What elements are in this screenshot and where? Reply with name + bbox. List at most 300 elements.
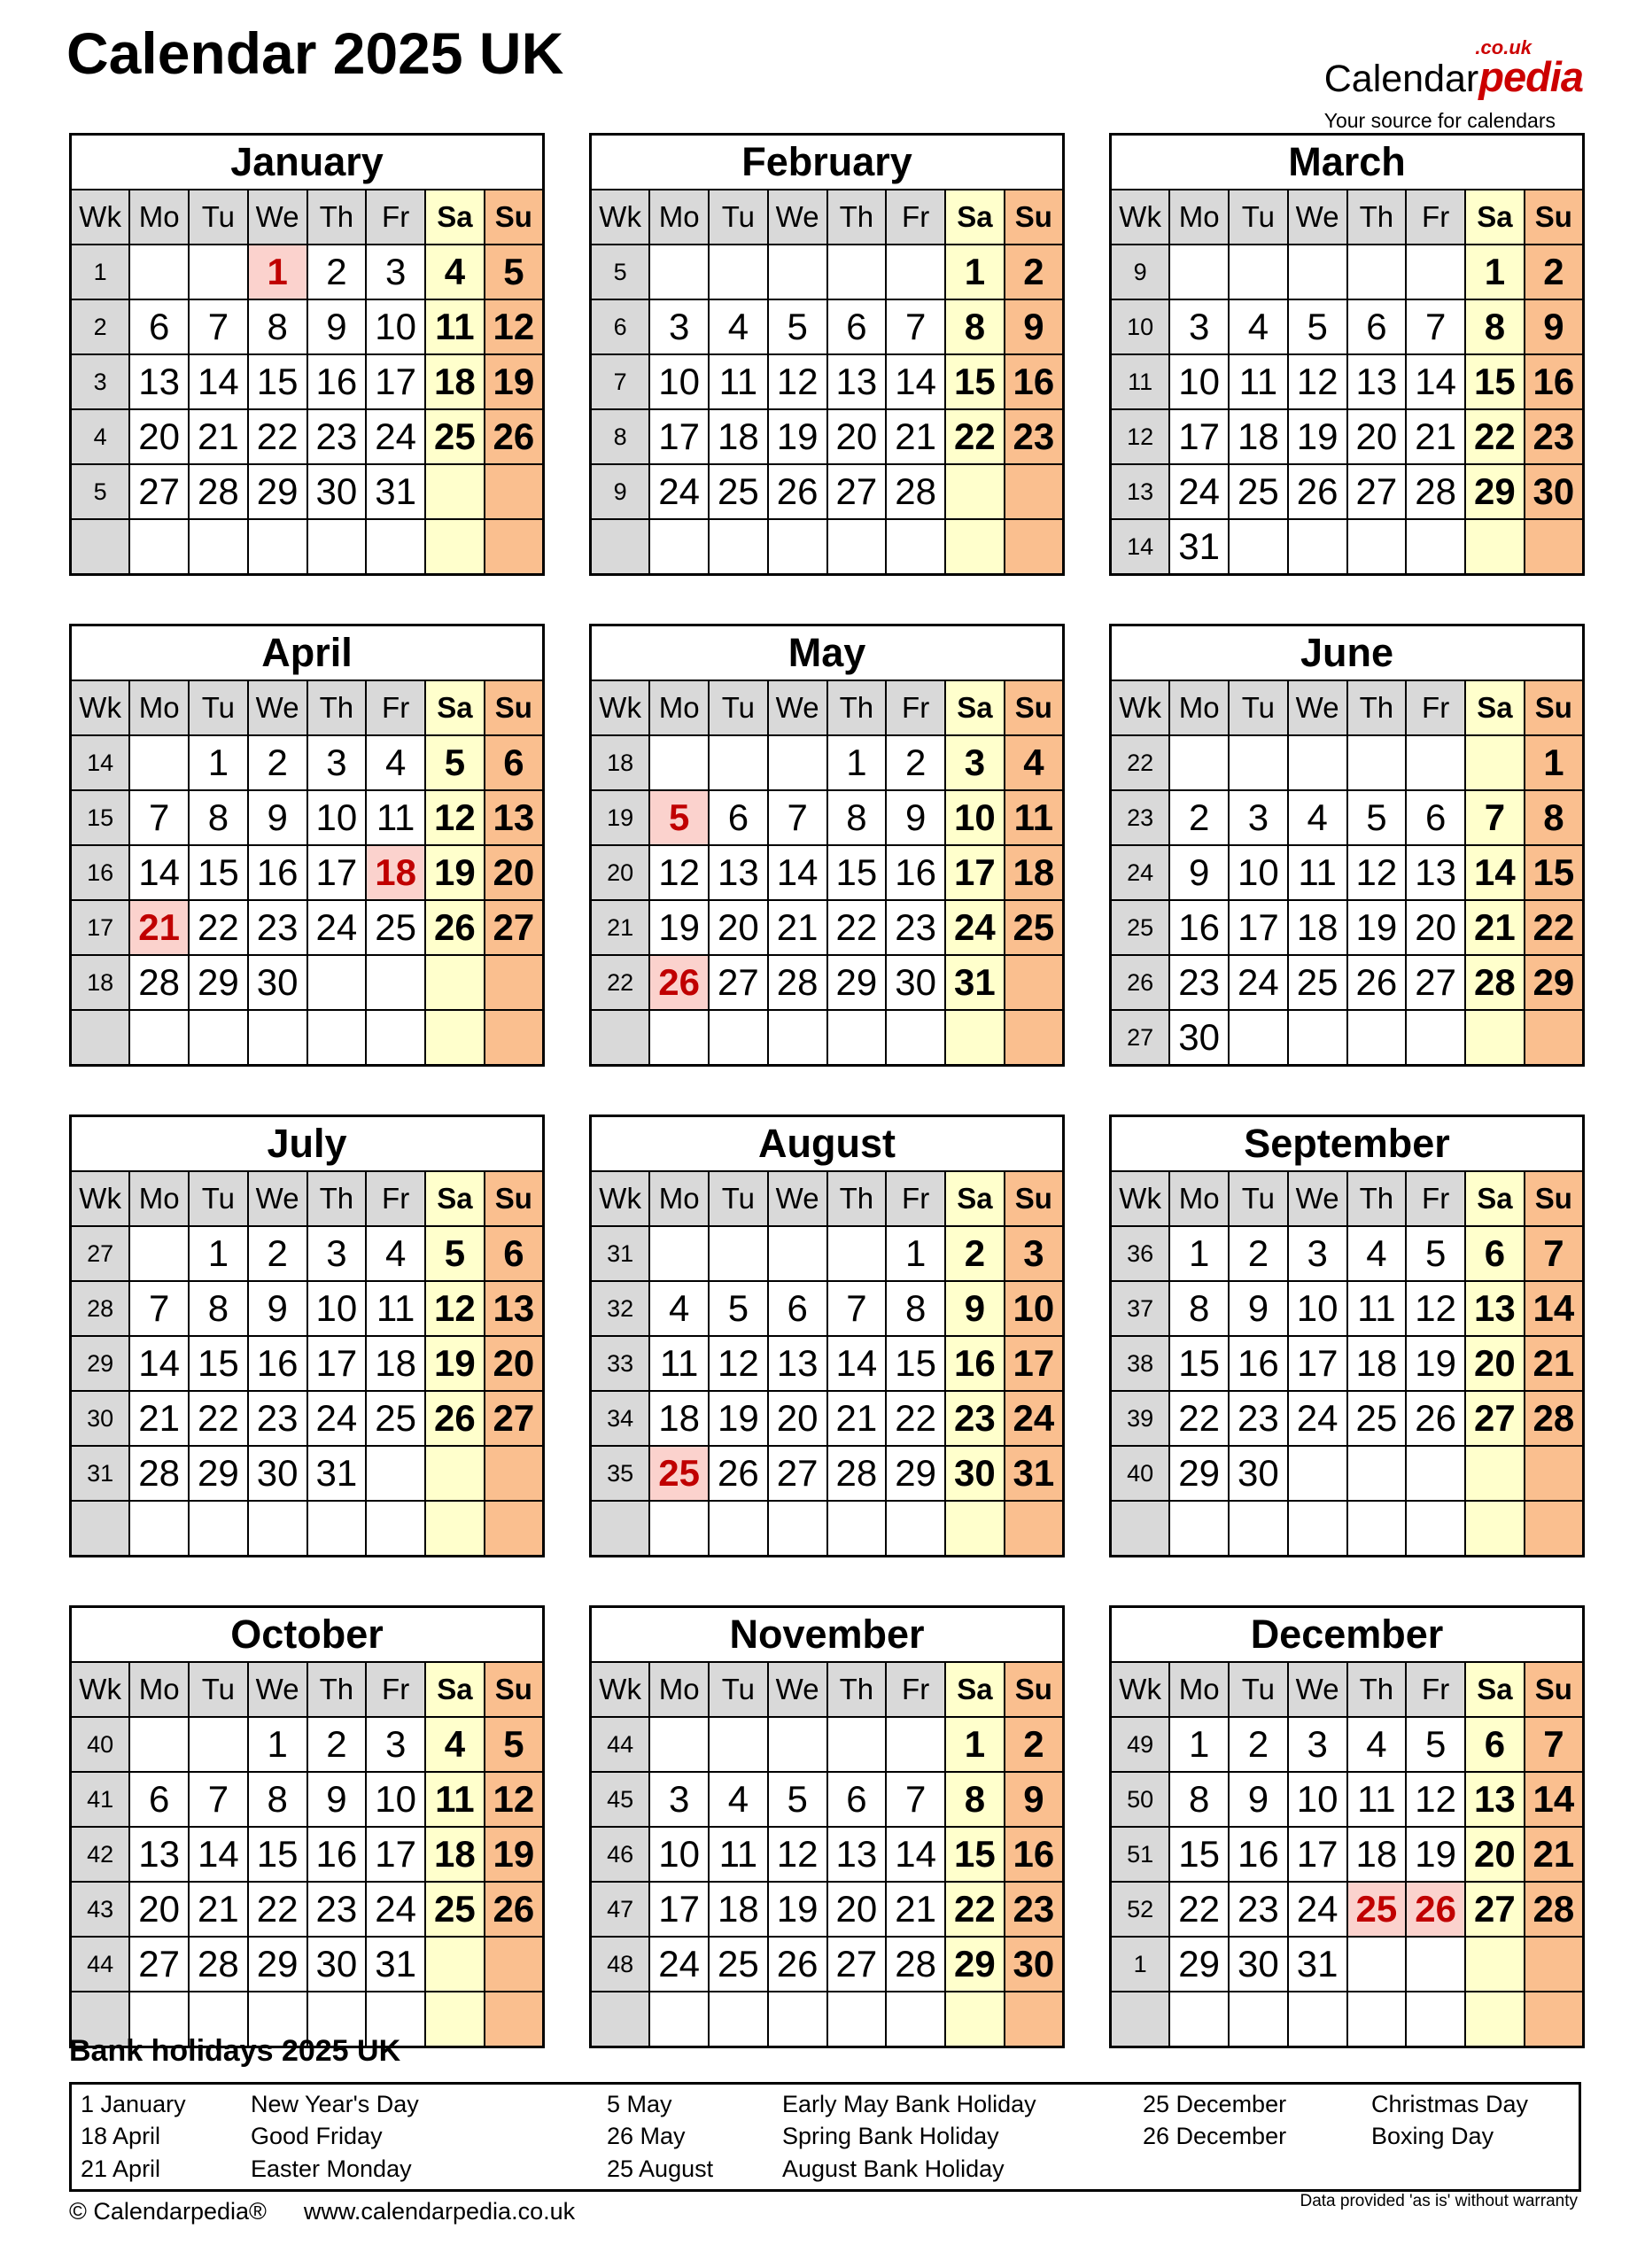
day-header-mo: Mo — [129, 1171, 189, 1226]
day-header-sa: Sa — [425, 1662, 485, 1717]
empty-day-cell — [1347, 735, 1407, 790]
empty-day-cell — [649, 735, 709, 790]
day-cell: 13 — [827, 354, 887, 409]
day-cell: 12 — [768, 354, 827, 409]
day-cell: 2 — [945, 1226, 1005, 1281]
month-title: July — [71, 1116, 544, 1172]
day-cell: 27 — [129, 464, 189, 519]
empty-day-cell — [189, 1717, 248, 1772]
day-cell: 28 — [886, 464, 945, 519]
day-cell: 20 — [827, 1882, 887, 1937]
day-cell: 5 — [485, 245, 544, 299]
day-cell: 5 — [425, 1226, 485, 1281]
day-header-mo: Mo — [1169, 1171, 1229, 1226]
logo-text-red: pedia — [1478, 53, 1583, 100]
day-cell: 1 — [945, 1717, 1005, 1772]
month-july — [69, 1115, 545, 1557]
empty-day-cell — [1005, 1992, 1064, 2047]
day-header-tu: Tu — [1229, 1662, 1288, 1717]
month-title: April — [71, 625, 544, 681]
day-cell: 30 — [1229, 1937, 1288, 1992]
month-title: February — [591, 135, 1064, 190]
empty-day-cell — [709, 735, 768, 790]
day-cell: 5 — [1288, 299, 1347, 354]
day-cell: 15 — [886, 1336, 945, 1391]
holiday-name: Early May Bank Holiday — [782, 2090, 1036, 2117]
day-cell: 3 — [649, 1772, 709, 1827]
empty-day-cell — [1229, 735, 1288, 790]
empty-day-cell — [307, 1010, 367, 1066]
day-cell: 11 — [425, 1772, 485, 1827]
empty-day-cell — [248, 1010, 307, 1066]
empty-day-cell — [1288, 519, 1347, 575]
day-cell: 6 — [485, 735, 544, 790]
day-header-th: Th — [307, 1662, 367, 1717]
day-cell: 10 — [1169, 354, 1229, 409]
website-link[interactable]: www.calendarpedia.co.uk — [303, 2198, 576, 2225]
day-cell: 5 — [485, 1717, 544, 1772]
empty-day-cell — [1406, 1446, 1465, 1501]
empty-day-cell — [886, 245, 945, 299]
empty-day-cell — [425, 1501, 485, 1557]
week-number: 21 — [591, 900, 650, 955]
empty-day-cell — [709, 1992, 768, 2047]
day-header-th: Th — [1347, 1171, 1407, 1226]
empty-day-cell — [1465, 1010, 1525, 1066]
day-cell: 11 — [1229, 354, 1288, 409]
day-cell: 19 — [425, 1336, 485, 1391]
day-cell: 5 — [768, 299, 827, 354]
day-cell: 15 — [248, 1827, 307, 1882]
day-cell: 28 — [1406, 464, 1465, 519]
day-cell: 4 — [649, 1281, 709, 1336]
day-cell: 26 — [1288, 464, 1347, 519]
day-header-mo: Mo — [649, 1171, 709, 1226]
empty-day-cell — [485, 1992, 544, 2047]
week-column-header: Wk — [591, 190, 650, 245]
week-number: 12 — [1111, 409, 1170, 464]
day-header-th: Th — [1347, 1662, 1407, 1717]
week-number: 22 — [1111, 735, 1170, 790]
day-cell: 1 — [945, 245, 1005, 299]
empty-day-cell — [485, 1446, 544, 1501]
empty-day-cell — [1005, 519, 1064, 575]
day-cell: 13 — [768, 1336, 827, 1391]
day-header-th: Th — [1347, 680, 1407, 735]
day-cell: 24 — [1005, 1391, 1064, 1446]
day-cell: 20 — [129, 1882, 189, 1937]
day-header-we: We — [768, 190, 827, 245]
day-cell: 14 — [189, 1827, 248, 1882]
day-header-th: Th — [307, 1171, 367, 1226]
day-header-sa: Sa — [425, 1171, 485, 1226]
day-cell: 11 — [1288, 845, 1347, 900]
day-header-sa: Sa — [1465, 680, 1525, 735]
day-cell: 8 — [945, 1772, 1005, 1827]
day-cell: 19 — [425, 845, 485, 900]
day-header-tu: Tu — [709, 1171, 768, 1226]
day-header-fr: Fr — [1406, 1662, 1465, 1717]
day-cell: 21 — [886, 1882, 945, 1937]
empty-day-cell — [709, 1501, 768, 1557]
week-number: 29 — [71, 1336, 130, 1391]
week-number: 33 — [591, 1336, 650, 1391]
day-cell: 10 — [366, 1772, 425, 1827]
day-cell: 22 — [189, 1391, 248, 1446]
day-cell: 14 — [1406, 354, 1465, 409]
empty-day-cell — [827, 245, 887, 299]
month-title: May — [591, 625, 1064, 681]
day-cell: 13 — [129, 354, 189, 409]
empty-day-cell — [1288, 1446, 1347, 1501]
empty-day-cell — [1406, 245, 1465, 299]
month-august — [589, 1115, 1065, 1557]
day-cell: 16 — [886, 845, 945, 900]
holiday-date: 5 May — [607, 2090, 672, 2117]
day-header-sa: Sa — [425, 680, 485, 735]
day-header-mo: Mo — [1169, 190, 1229, 245]
day-cell: 22 — [1169, 1391, 1229, 1446]
day-cell: 20 — [768, 1391, 827, 1446]
day-cell: 28 — [1525, 1882, 1584, 1937]
empty-day-cell — [649, 1226, 709, 1281]
week-number: 40 — [1111, 1446, 1170, 1501]
day-cell: 22 — [248, 409, 307, 464]
empty-day-cell — [1288, 1010, 1347, 1066]
day-cell: 20 — [485, 845, 544, 900]
day-cell: 8 — [248, 299, 307, 354]
day-header-we: We — [1288, 1662, 1347, 1717]
day-cell: 30 — [307, 1937, 367, 1992]
day-cell: 18 — [709, 409, 768, 464]
empty-day-cell — [189, 1010, 248, 1066]
day-cell: 9 — [307, 299, 367, 354]
day-cell: 10 — [945, 790, 1005, 845]
day-header-fr: Fr — [1406, 680, 1465, 735]
day-cell: 5 — [425, 735, 485, 790]
day-cell: 26 — [1347, 955, 1407, 1010]
day-cell: 7 — [1465, 790, 1525, 845]
day-cell: 27 — [1465, 1882, 1525, 1937]
day-cell: 31 — [366, 464, 425, 519]
day-header-we: We — [768, 1171, 827, 1226]
day-header-th: Th — [827, 1662, 887, 1717]
day-cell: 17 — [1288, 1827, 1347, 1882]
day-header-su: Su — [1005, 190, 1064, 245]
empty-day-cell — [886, 519, 945, 575]
week-number: 18 — [591, 735, 650, 790]
day-header-tu: Tu — [189, 680, 248, 735]
logo-tagline: Your source for calendars — [1323, 109, 1556, 132]
day-cell: 1 — [189, 735, 248, 790]
day-cell: 7 — [886, 1772, 945, 1827]
empty-day-cell — [248, 1501, 307, 1557]
empty-day-cell — [709, 1226, 768, 1281]
empty-day-cell — [1288, 245, 1347, 299]
empty-day-cell — [1288, 735, 1347, 790]
holiday-name: Spring Bank Holiday — [782, 2123, 999, 2150]
day-cell: 19 — [1288, 409, 1347, 464]
day-cell: 14 — [189, 354, 248, 409]
week-number: 20 — [591, 845, 650, 900]
logo-wordmark — [1323, 53, 1583, 108]
day-cell: 10 — [1288, 1281, 1347, 1336]
day-cell: 1 — [1525, 735, 1584, 790]
day-cell: 16 — [1229, 1827, 1288, 1882]
day-cell: 20 — [827, 409, 887, 464]
day-cell: 16 — [307, 354, 367, 409]
day-cell: 4 — [1347, 1226, 1407, 1281]
bank-holidays-heading: Bank holidays 2025 UK — [69, 2034, 401, 2068]
empty-day-cell — [129, 735, 189, 790]
empty-day-cell — [425, 955, 485, 1010]
empty-day-cell — [649, 1501, 709, 1557]
day-cell: 17 — [1169, 409, 1229, 464]
empty-day-cell — [709, 245, 768, 299]
day-cell: 8 — [886, 1281, 945, 1336]
day-cell: 26 — [485, 1882, 544, 1937]
day-cell: 19 — [1347, 900, 1407, 955]
day-cell: 13 — [1347, 354, 1407, 409]
week-number: 31 — [71, 1446, 130, 1501]
day-cell: 7 — [189, 1772, 248, 1827]
day-cell: 6 — [1406, 790, 1465, 845]
day-cell: 22 — [248, 1882, 307, 1937]
page-title: Calendar 2025 UK — [66, 20, 564, 86]
day-cell: 29 — [886, 1446, 945, 1501]
week-number: 15 — [71, 790, 130, 845]
day-cell: 3 — [307, 735, 367, 790]
week-number: 27 — [71, 1226, 130, 1281]
day-cell: 4 — [1229, 299, 1288, 354]
week-number: 18 — [71, 955, 130, 1010]
empty-day-cell — [189, 245, 248, 299]
empty-day-cell — [1465, 1937, 1525, 1992]
week-number — [71, 1010, 130, 1066]
day-cell: 9 — [1169, 845, 1229, 900]
day-cell: 9 — [886, 790, 945, 845]
day-cell: 12 — [425, 1281, 485, 1336]
week-number: 36 — [1111, 1226, 1170, 1281]
day-cell: 8 — [189, 1281, 248, 1336]
empty-day-cell — [945, 1010, 1005, 1066]
day-cell: 31 — [1005, 1446, 1064, 1501]
footer — [69, 2198, 575, 2225]
week-number: 48 — [591, 1937, 650, 1992]
day-cell: 9 — [1005, 1772, 1064, 1827]
day-cell: 7 — [827, 1281, 887, 1336]
month-november — [589, 1605, 1065, 2048]
day-cell: 27 — [1406, 955, 1465, 1010]
day-cell: 16 — [248, 845, 307, 900]
day-cell: 2 — [1229, 1717, 1288, 1772]
day-header-su: Su — [1525, 1171, 1584, 1226]
day-cell: 12 — [425, 790, 485, 845]
day-cell: 1 — [1169, 1226, 1229, 1281]
empty-day-cell — [1406, 1010, 1465, 1066]
empty-day-cell — [945, 519, 1005, 575]
day-cell: 18 — [1347, 1336, 1407, 1391]
holiday-day-cell: 1 — [248, 245, 307, 299]
day-cell: 25 — [1005, 900, 1064, 955]
day-cell: 21 — [1525, 1336, 1584, 1391]
day-cell: 8 — [189, 790, 248, 845]
day-header-su: Su — [1525, 190, 1584, 245]
week-number: 19 — [591, 790, 650, 845]
day-cell: 21 — [1406, 409, 1465, 464]
week-number: 6 — [591, 299, 650, 354]
day-cell: 5 — [1406, 1717, 1465, 1772]
day-cell: 14 — [886, 1827, 945, 1882]
day-cell: 2 — [307, 1717, 367, 1772]
empty-day-cell — [827, 1010, 887, 1066]
empty-day-cell — [886, 1992, 945, 2047]
day-cell: 15 — [945, 1827, 1005, 1882]
empty-day-cell — [1005, 1501, 1064, 1557]
day-cell: 2 — [886, 735, 945, 790]
day-cell: 2 — [307, 245, 367, 299]
day-cell: 29 — [248, 1937, 307, 1992]
empty-day-cell — [1406, 1501, 1465, 1557]
day-header-we: We — [248, 1171, 307, 1226]
empty-day-cell — [827, 1226, 887, 1281]
month-october — [69, 1605, 545, 2048]
day-cell: 16 — [1525, 354, 1584, 409]
day-cell: 21 — [189, 409, 248, 464]
day-cell: 12 — [649, 845, 709, 900]
day-header-sa: Sa — [945, 1662, 1005, 1717]
holiday-date: 21 April — [81, 2155, 161, 2183]
day-cell: 12 — [1406, 1772, 1465, 1827]
day-cell: 18 — [366, 1336, 425, 1391]
empty-day-cell — [1229, 245, 1288, 299]
day-cell: 13 — [129, 1827, 189, 1882]
day-cell: 17 — [1288, 1336, 1347, 1391]
day-cell: 26 — [485, 409, 544, 464]
day-header-fr: Fr — [1406, 190, 1465, 245]
day-cell: 30 — [886, 955, 945, 1010]
day-header-we: We — [1288, 1171, 1347, 1226]
empty-day-cell — [307, 955, 367, 1010]
empty-day-cell — [485, 955, 544, 1010]
day-cell: 31 — [307, 1446, 367, 1501]
week-number: 38 — [1111, 1336, 1170, 1391]
day-cell: 23 — [248, 900, 307, 955]
day-cell: 2 — [1005, 245, 1064, 299]
month-september — [1109, 1115, 1585, 1557]
day-cell: 6 — [827, 1772, 887, 1827]
day-header-mo: Mo — [1169, 1662, 1229, 1717]
day-cell: 18 — [1005, 845, 1064, 900]
calendarpedia-logo[interactable] — [1323, 36, 1583, 133]
day-cell: 25 — [1229, 464, 1288, 519]
day-cell: 18 — [1347, 1827, 1407, 1882]
empty-day-cell — [768, 1717, 827, 1772]
empty-day-cell — [945, 1501, 1005, 1557]
empty-day-cell — [307, 519, 367, 575]
day-cell: 19 — [709, 1391, 768, 1446]
day-cell: 28 — [768, 955, 827, 1010]
day-cell: 10 — [307, 1281, 367, 1336]
day-cell: 28 — [886, 1937, 945, 1992]
day-cell: 21 — [189, 1882, 248, 1937]
month-june — [1109, 624, 1585, 1067]
day-cell: 1 — [248, 1717, 307, 1772]
day-cell: 25 — [366, 1391, 425, 1446]
week-number: 25 — [1111, 900, 1170, 955]
day-header-we: We — [248, 680, 307, 735]
day-cell: 26 — [768, 1937, 827, 1992]
day-cell: 22 — [1525, 900, 1584, 955]
day-cell: 7 — [129, 790, 189, 845]
empty-day-cell — [709, 1010, 768, 1066]
empty-day-cell — [827, 1992, 887, 2047]
day-header-su: Su — [1005, 1662, 1064, 1717]
week-number — [1111, 1992, 1170, 2047]
day-cell: 10 — [366, 299, 425, 354]
day-cell: 10 — [649, 354, 709, 409]
week-column-header: Wk — [71, 190, 130, 245]
day-cell: 29 — [1169, 1937, 1229, 1992]
day-cell: 13 — [1465, 1772, 1525, 1827]
empty-day-cell — [129, 1717, 189, 1772]
day-cell: 12 — [485, 299, 544, 354]
week-number — [71, 519, 130, 575]
day-header-tu: Tu — [709, 680, 768, 735]
day-header-fr: Fr — [886, 1171, 945, 1226]
empty-day-cell — [425, 1446, 485, 1501]
day-cell: 12 — [1347, 845, 1407, 900]
empty-day-cell — [366, 519, 425, 575]
day-cell: 26 — [709, 1446, 768, 1501]
day-cell: 1 — [189, 1226, 248, 1281]
day-cell: 17 — [945, 845, 1005, 900]
day-header-th: Th — [1347, 190, 1407, 245]
week-number: 22 — [591, 955, 650, 1010]
week-number: 41 — [71, 1772, 130, 1827]
day-cell: 25 — [1288, 955, 1347, 1010]
holiday-date: 18 April — [81, 2123, 161, 2150]
day-cell: 19 — [768, 1882, 827, 1937]
day-cell: 20 — [1406, 900, 1465, 955]
empty-day-cell — [129, 1501, 189, 1557]
day-cell: 15 — [1525, 845, 1584, 900]
week-number: 45 — [591, 1772, 650, 1827]
day-cell: 21 — [886, 409, 945, 464]
day-cell: 22 — [827, 900, 887, 955]
empty-day-cell — [1465, 1992, 1525, 2047]
day-cell: 18 — [649, 1391, 709, 1446]
day-cell: 12 — [709, 1336, 768, 1391]
week-column-header: Wk — [1111, 190, 1170, 245]
day-cell: 17 — [366, 354, 425, 409]
holiday-day-cell: 26 — [1406, 1882, 1465, 1937]
empty-day-cell — [129, 519, 189, 575]
day-cell: 27 — [768, 1446, 827, 1501]
months-grid — [69, 133, 1585, 2048]
disclaimer-text: Data provided 'as is' without warranty — [1300, 2192, 1578, 2210]
empty-day-cell — [425, 519, 485, 575]
day-cell: 30 — [945, 1446, 1005, 1501]
day-cell: 11 — [709, 354, 768, 409]
empty-day-cell — [1229, 1992, 1288, 2047]
day-cell: 15 — [189, 845, 248, 900]
holiday-name: Boxing Day — [1371, 2123, 1494, 2150]
day-cell: 23 — [945, 1391, 1005, 1446]
day-cell: 3 — [1288, 1226, 1347, 1281]
month-title: August — [591, 1116, 1064, 1172]
day-header-mo: Mo — [649, 1662, 709, 1717]
